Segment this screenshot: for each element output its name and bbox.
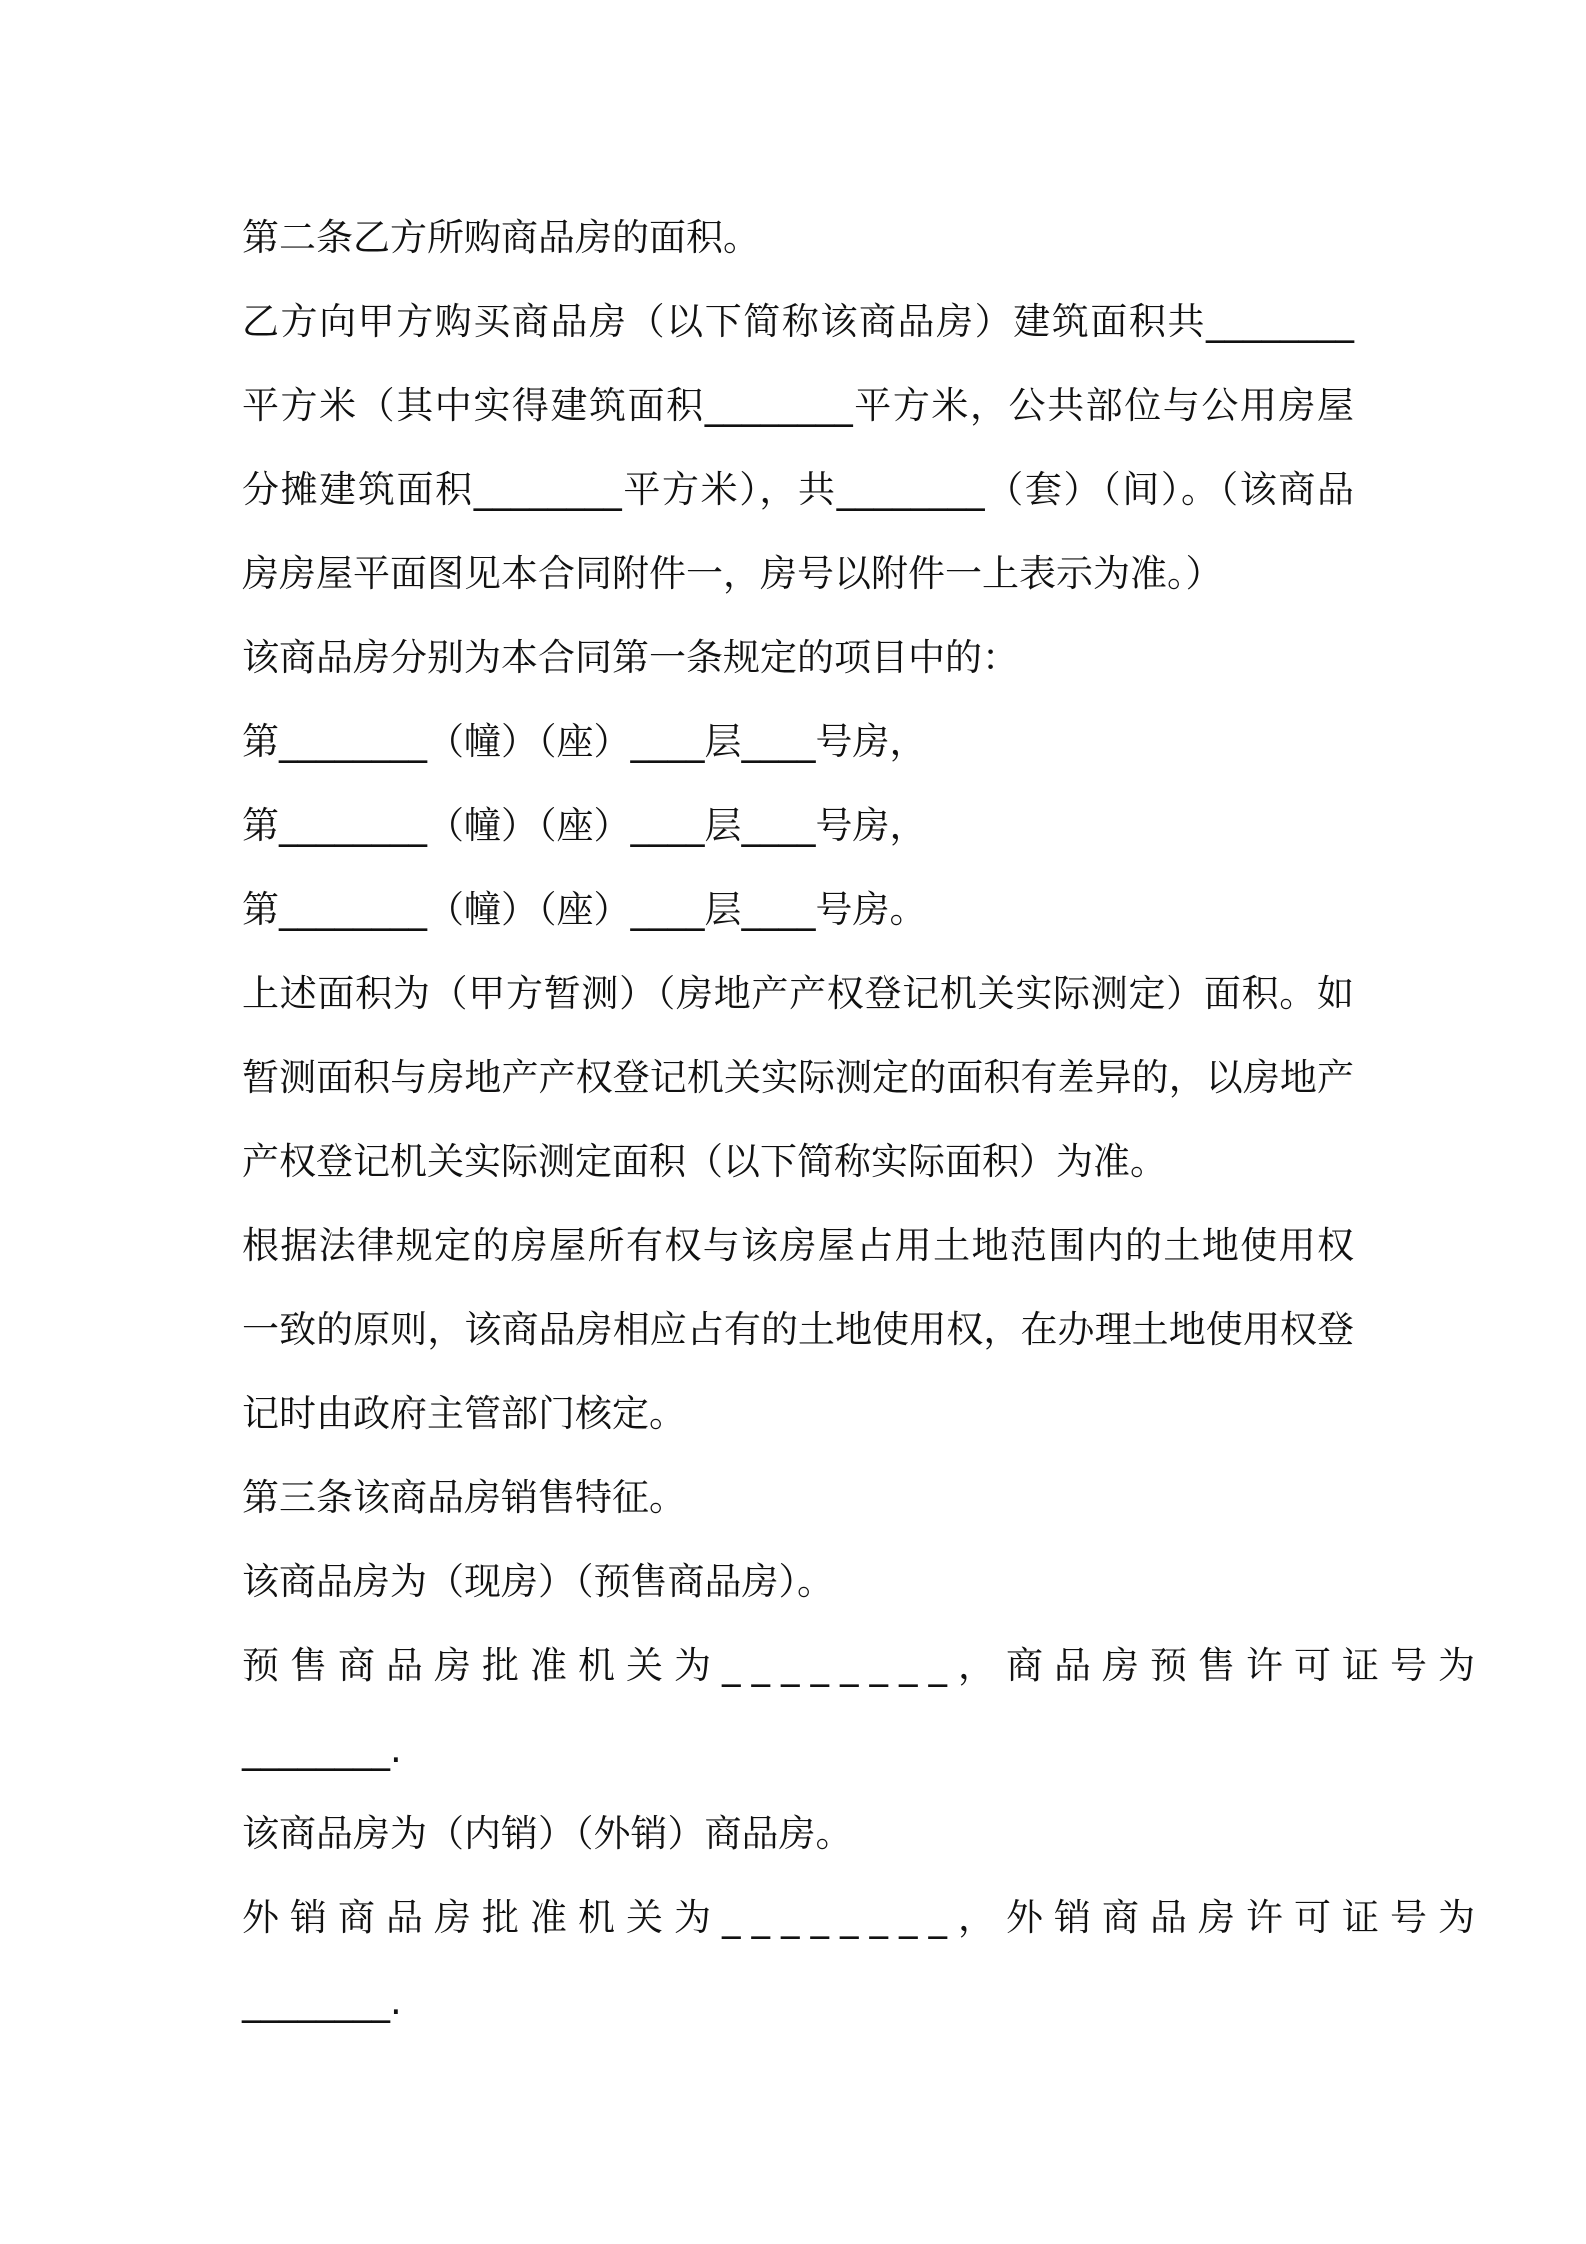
unit-line-3: 第________（幢）（座）____层____号房。: [242, 888, 927, 931]
paragraph-line: 房房屋平面图见本合同附件一，房号以附件一上表示为准。）: [242, 552, 1223, 595]
document-body: [242, 196, 1486, 2044]
paragraph-line: 乙方向甲方购买商品房（以下简称该商品房）建筑面积共________: [242, 300, 1354, 343]
unit-line-2: 第________（幢）（座）____层____号房，: [242, 804, 927, 847]
paragraph-line: 平方米（其中实得建筑面积________平方米，公共部位与公用房屋: [242, 384, 1354, 427]
paragraph-line: 分摊建筑面积________平方米），共________（套）（间）。（该商品: [242, 468, 1354, 511]
presale-permit-blank: ________.: [242, 1728, 402, 1771]
paragraph-line: 记时由政府主管部门核定。: [242, 1392, 686, 1435]
paragraph-line: 根据法律规定的房屋所有权与该房屋占用土地范围内的土地使用权: [242, 1224, 1354, 1267]
paragraph-line: 该商品房为（内销）（外销）商品房。: [242, 1812, 853, 1855]
article-3-heading: 第三条该商品房销售特征。: [242, 1476, 686, 1519]
presale-approval-line: 预售商品房批准机关为________，商品房预售许可证号为: [242, 1644, 1486, 1687]
paragraph-line: 该商品房分别为本合同第一条规定的项目中的：: [242, 636, 1019, 679]
article-2-heading: 第二条乙方所购商品房的面积。: [242, 216, 760, 259]
paragraph-line: 暂测面积与房地产产权登记机关实际测定的面积有差异的，以房地产: [242, 1056, 1354, 1099]
unit-line-1: 第________（幢）（座）____层____号房，: [242, 720, 927, 763]
export-permit-blank: ________.: [242, 1980, 402, 2023]
export-approval-line: 外销商品房批准机关为________，外销商品房许可证号为: [242, 1896, 1486, 1939]
paragraph-line: 一致的原则，该商品房相应占有的土地使用权，在办理土地使用权登: [242, 1308, 1354, 1351]
paragraph-line: 上述面积为（甲方暂测）（房地产产权登记机关实际测定）面积。如: [242, 972, 1354, 1015]
paragraph-line: 产权登记机关实际测定面积（以下简称实际面积）为准。: [242, 1140, 1167, 1183]
paragraph-line: 该商品房为（现房）（预售商品房）。: [242, 1560, 834, 1603]
